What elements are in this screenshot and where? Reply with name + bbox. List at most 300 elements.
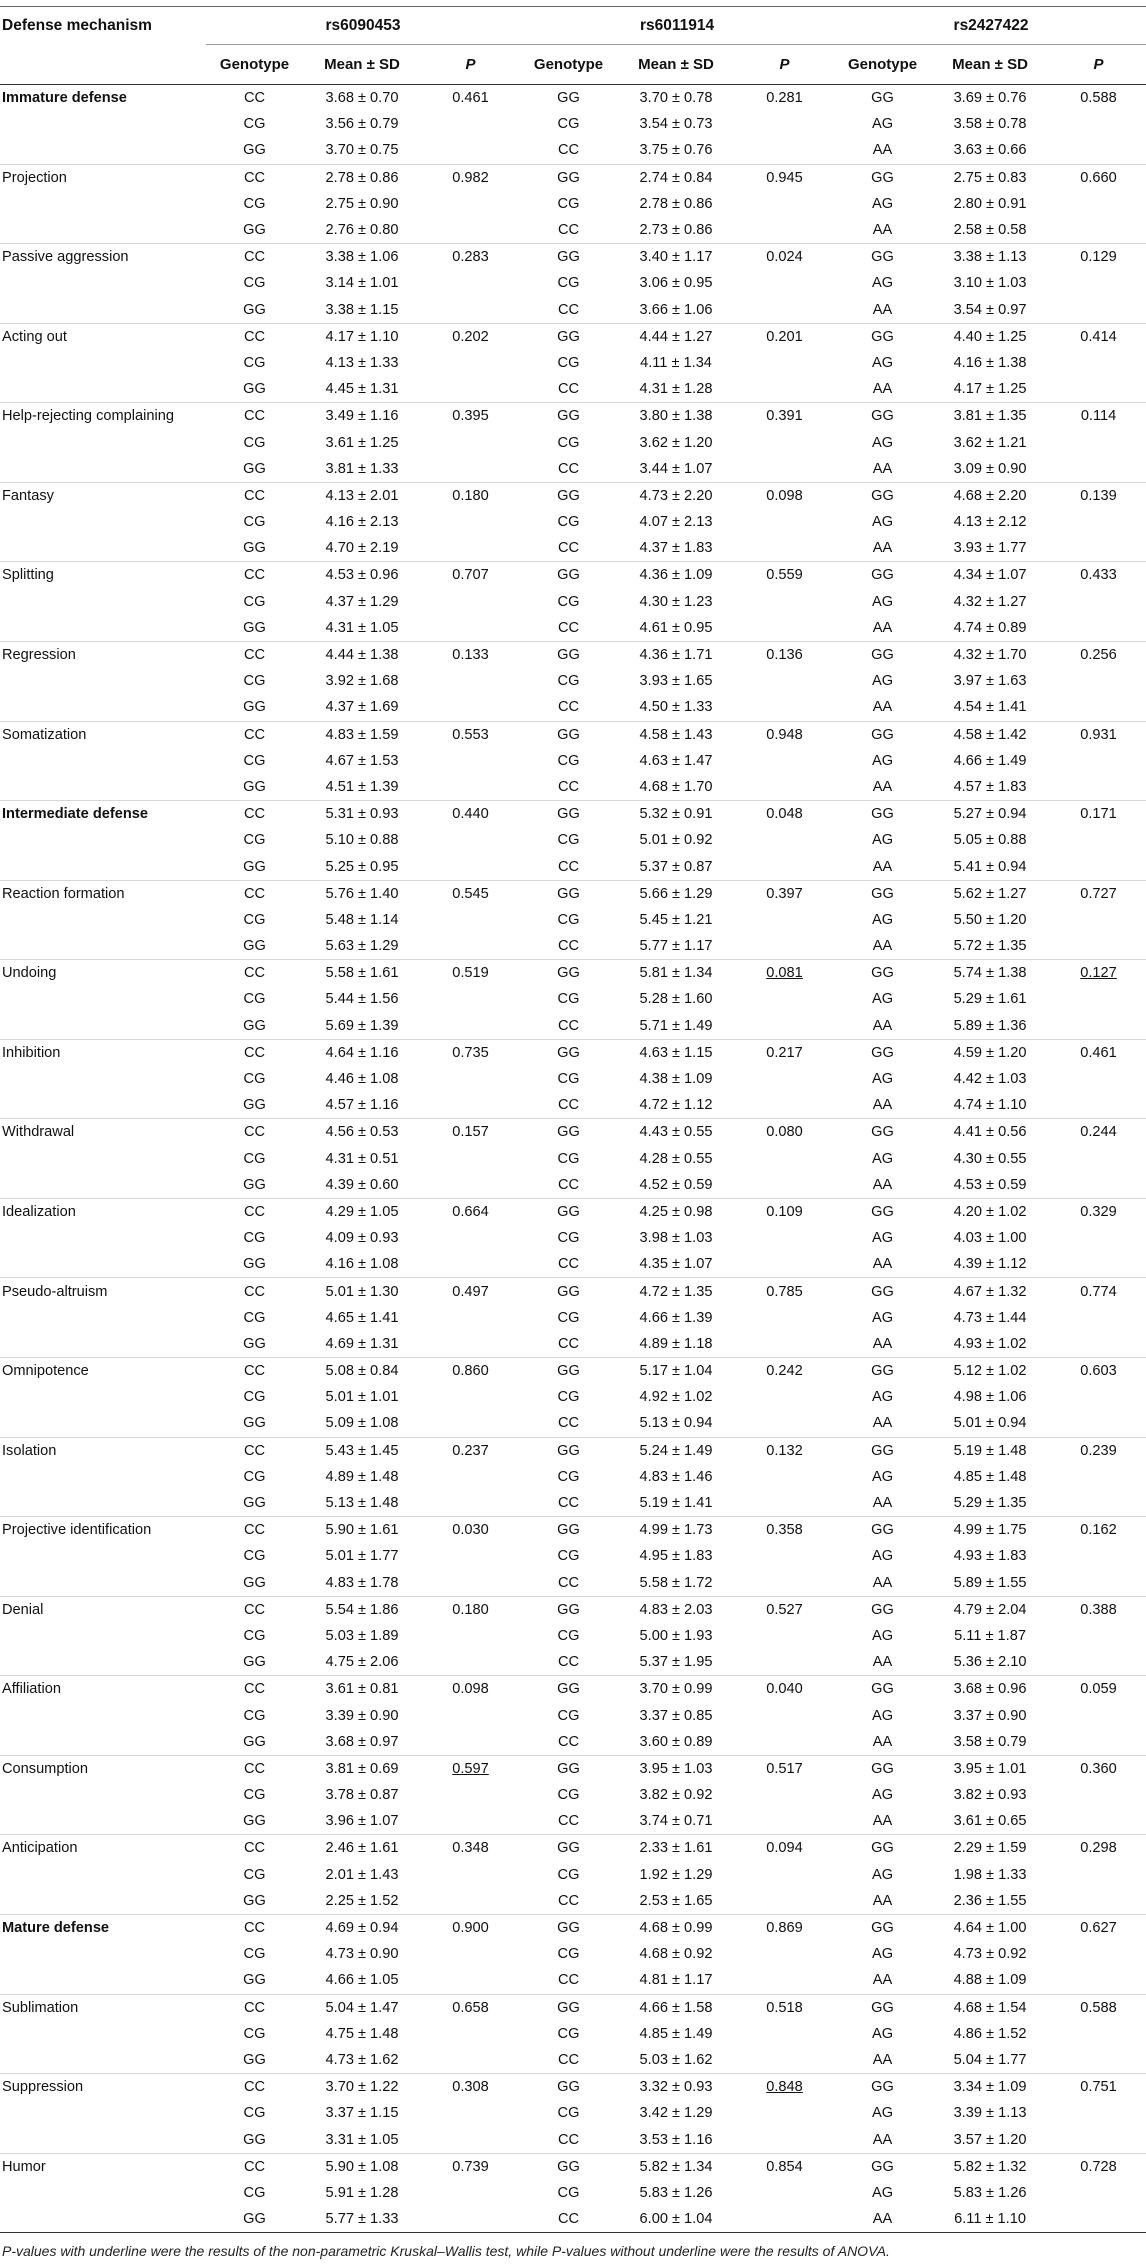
table-row bbox=[0, 2126, 1146, 2153]
mean-sd-cell: 4.37 ± 1.83 bbox=[639, 540, 713, 557]
p-value-cell bbox=[1049, 1013, 1146, 1040]
defense-mechanism-name bbox=[0, 1941, 206, 1967]
genotype-cell: CG bbox=[557, 1230, 580, 1247]
p-value-cell bbox=[1049, 668, 1146, 694]
genotype-cell: AG bbox=[871, 195, 894, 212]
mean-sd-cell: 5.01 ± 0.92 bbox=[639, 832, 713, 849]
p-value-cell bbox=[1049, 721, 1146, 748]
mean-sd-cell: 3.62 ± 1.21 bbox=[953, 434, 1027, 451]
defense-mechanism-name: Undoing bbox=[0, 960, 206, 987]
header-genotype: Genotype bbox=[219, 56, 290, 73]
genotype-cell: AA bbox=[872, 1176, 893, 1193]
p-value-cell bbox=[421, 137, 520, 164]
genotype-cell: GG bbox=[243, 2131, 266, 2148]
mean-sd-cell: 4.81 ± 1.17 bbox=[639, 1972, 713, 1989]
defense-mechanism-name bbox=[0, 1092, 206, 1119]
table-row bbox=[0, 1543, 1146, 1569]
table-row bbox=[0, 1092, 1146, 1119]
p-value-cell bbox=[735, 164, 834, 191]
p-value: 0.129 bbox=[1080, 249, 1117, 266]
p-value-cell bbox=[421, 1702, 520, 1728]
mean-sd-cell: 4.86 ± 1.52 bbox=[953, 2025, 1027, 2042]
genotype-cell: AA bbox=[872, 1972, 893, 1989]
p-value-cell bbox=[735, 111, 834, 137]
p-value-cell bbox=[1049, 1331, 1146, 1358]
defense-mechanism-name: Fantasy bbox=[0, 482, 206, 509]
defense-mechanism-name bbox=[0, 2206, 206, 2233]
p-value-cell bbox=[421, 1543, 520, 1569]
genotype-cell: GG bbox=[243, 1574, 266, 1591]
p-value: 0.559 bbox=[766, 567, 803, 584]
mean-sd-cell: 3.44 ± 1.07 bbox=[639, 460, 713, 477]
p-value-cell bbox=[421, 1782, 520, 1808]
p-value-cell bbox=[421, 2047, 520, 2074]
table-row bbox=[0, 2153, 1146, 2180]
p-value-cell bbox=[421, 986, 520, 1012]
mean-sd-cell: 4.89 ± 1.18 bbox=[639, 1335, 713, 1352]
genotype-cell: CC bbox=[206, 1358, 303, 1385]
p-value-cell bbox=[735, 960, 834, 987]
p-value-cell bbox=[735, 191, 834, 217]
genotype-cell: AG bbox=[871, 1468, 894, 1485]
p-value-cell bbox=[735, 853, 834, 880]
mean-sd-cell: 4.46 ± 1.08 bbox=[325, 1071, 399, 1088]
mean-sd-cell: 5.05 ± 0.88 bbox=[953, 832, 1027, 849]
p-value: 0.727 bbox=[1080, 885, 1117, 902]
mean-sd-cell: 4.34 ± 1.07 bbox=[931, 562, 1049, 589]
genotype-cell: AG bbox=[871, 1787, 894, 1804]
p-value-cell bbox=[735, 1039, 834, 1066]
p-value: 0.024 bbox=[766, 249, 803, 266]
p-value-cell bbox=[1049, 694, 1146, 721]
genotype-cell: GG bbox=[520, 801, 617, 828]
p-value: 0.132 bbox=[766, 1442, 803, 1459]
mean-sd-cell: 5.37 ± 1.95 bbox=[639, 1654, 713, 1671]
mean-sd-cell: 4.58 ± 1.43 bbox=[617, 721, 735, 748]
p-value-cell bbox=[735, 615, 834, 642]
p-value-cell bbox=[1049, 2153, 1146, 2180]
mean-sd-cell: 4.73 ± 0.92 bbox=[953, 1946, 1027, 1963]
genotype-cell: AA bbox=[872, 2051, 893, 2068]
table-row bbox=[0, 1517, 1146, 1544]
mean-sd-cell: 5.03 ± 1.62 bbox=[639, 2051, 713, 2068]
p-value-cell bbox=[735, 1172, 834, 1199]
defense-mechanism-name bbox=[0, 509, 206, 535]
defense-mechanism-name bbox=[0, 1570, 206, 1597]
table-row bbox=[0, 853, 1146, 880]
genotype-cell: CG bbox=[557, 752, 580, 769]
mean-sd-cell: 1.98 ± 1.33 bbox=[953, 1866, 1027, 1883]
mean-sd-cell: 1.92 ± 1.29 bbox=[639, 1866, 713, 1883]
genotype-cell: AA bbox=[872, 2131, 893, 2148]
genotype-cell: AG bbox=[871, 116, 894, 133]
genotype-cell: CC bbox=[206, 1994, 303, 2021]
defense-mechanism-name bbox=[0, 2180, 206, 2206]
p-value-cell bbox=[1049, 986, 1146, 1012]
defense-mechanism-name bbox=[0, 1543, 206, 1569]
p-value-cell bbox=[1049, 1570, 1146, 1597]
p-value-cell bbox=[421, 1570, 520, 1597]
genotype-cell: AG bbox=[871, 1707, 894, 1724]
table-row bbox=[0, 137, 1146, 164]
mean-sd-cell: 4.31 ± 1.05 bbox=[325, 619, 399, 636]
p-value-cell bbox=[735, 827, 834, 853]
mean-sd-cell: 5.01 ± 1.77 bbox=[325, 1548, 399, 1565]
genotype-cell: AA bbox=[872, 858, 893, 875]
p-value-cell bbox=[735, 668, 834, 694]
p-value-cell bbox=[1049, 907, 1146, 933]
genotype-cell: CG bbox=[557, 832, 580, 849]
defense-mechanism-name bbox=[0, 191, 206, 217]
genotype-cell: GG bbox=[243, 619, 266, 636]
defense-mechanism-name bbox=[0, 111, 206, 137]
p-value-cell bbox=[735, 456, 834, 483]
mean-sd-cell: 4.68 ± 1.54 bbox=[931, 1994, 1049, 2021]
p-value: 0.627 bbox=[1080, 1920, 1117, 1937]
table-row bbox=[0, 1305, 1146, 1331]
defense-mechanism-name bbox=[0, 853, 206, 880]
p-value-cell bbox=[735, 1092, 834, 1119]
mean-sd-cell: 3.53 ± 1.16 bbox=[639, 2131, 713, 2148]
table-row bbox=[0, 1039, 1146, 1066]
defense-mechanism-name bbox=[0, 1967, 206, 1994]
genotype-cell: GG bbox=[520, 880, 617, 907]
genotype-cell: AA bbox=[872, 1415, 893, 1432]
defense-mechanism-name bbox=[0, 1225, 206, 1251]
mean-sd-cell: 4.89 ± 1.48 bbox=[325, 1468, 399, 1485]
p-value-cell bbox=[421, 376, 520, 403]
p-value-cell bbox=[735, 1729, 834, 1756]
mean-sd-cell: 4.16 ± 2.13 bbox=[325, 514, 399, 531]
genotype-cell: CC bbox=[557, 1017, 580, 1034]
table-row bbox=[0, 376, 1146, 403]
mean-sd-cell: 4.73 ± 1.62 bbox=[325, 2051, 399, 2068]
p-value: 0.707 bbox=[452, 567, 489, 584]
genotype-cell: AG bbox=[871, 1627, 894, 1644]
p-value-cell bbox=[1049, 2074, 1146, 2101]
mean-sd-cell: 5.01 ± 1.30 bbox=[303, 1278, 421, 1305]
p-value-cell bbox=[735, 270, 834, 296]
table-row bbox=[0, 1808, 1146, 1835]
mean-sd-cell: 4.32 ± 1.70 bbox=[931, 641, 1049, 668]
mean-sd-cell: 5.01 ± 0.94 bbox=[953, 1415, 1027, 1432]
p-value-cell bbox=[421, 1464, 520, 1490]
genotype-cell: GG bbox=[520, 562, 617, 589]
genotype-cell: CG bbox=[243, 275, 266, 292]
p-value: 0.114 bbox=[1080, 408, 1117, 425]
p-value-cell bbox=[421, 297, 520, 324]
genotype-cell: GG bbox=[520, 1039, 617, 1066]
p-value-cell bbox=[1049, 429, 1146, 455]
genotype-cell: CG bbox=[243, 1309, 266, 1326]
p-value: 0.217 bbox=[766, 1044, 803, 1061]
genotype-cell: CG bbox=[243, 673, 266, 690]
mean-sd-cell: 4.42 ± 1.03 bbox=[953, 1071, 1027, 1088]
p-value-cell bbox=[1049, 1251, 1146, 1278]
mean-sd-cell: 4.38 ± 1.09 bbox=[639, 1071, 713, 1088]
mean-sd-cell: 4.73 ± 2.20 bbox=[617, 482, 735, 509]
p-value: 0.869 bbox=[766, 1920, 803, 1937]
genotype-cell: AA bbox=[872, 540, 893, 557]
mean-sd-cell: 5.17 ± 1.04 bbox=[617, 1358, 735, 1385]
p-value-cell bbox=[1049, 403, 1146, 430]
p-value: 0.081 bbox=[766, 965, 803, 982]
genotype-cell: CC bbox=[557, 540, 580, 557]
genotype-cell: CG bbox=[557, 1468, 580, 1485]
genotype-cell: CC bbox=[206, 1437, 303, 1464]
genotype-cell: GG bbox=[243, 1097, 266, 1114]
header-row-subcolumns bbox=[0, 45, 1146, 85]
p-value-cell bbox=[421, 774, 520, 801]
header-defense-mechanism: Defense mechanism bbox=[2, 16, 152, 34]
p-value: 0.059 bbox=[1080, 1681, 1117, 1698]
table-row bbox=[0, 1702, 1146, 1728]
mean-sd-cell: 5.54 ± 1.86 bbox=[303, 1596, 421, 1623]
table-row bbox=[0, 429, 1146, 455]
genotype-cell: AA bbox=[834, 2206, 931, 2233]
table-row bbox=[0, 880, 1146, 907]
p-value-cell bbox=[735, 1888, 834, 1915]
mean-sd-cell: 4.29 ± 1.05 bbox=[303, 1198, 421, 1225]
p-value-cell bbox=[735, 774, 834, 801]
p-value: 0.239 bbox=[1080, 1442, 1117, 1459]
p-value-cell bbox=[421, 217, 520, 244]
mean-sd-cell: 5.28 ± 1.60 bbox=[639, 991, 713, 1008]
mean-sd-cell: 3.81 ± 1.35 bbox=[931, 403, 1049, 430]
p-value-cell bbox=[735, 1702, 834, 1728]
mean-sd-cell: 3.54 ± 0.97 bbox=[953, 301, 1027, 318]
genotype-cell: CG bbox=[557, 275, 580, 292]
mean-sd-cell: 5.36 ± 2.10 bbox=[953, 1654, 1027, 1671]
table-row bbox=[0, 270, 1146, 296]
p-value-cell bbox=[1049, 2180, 1146, 2206]
mean-sd-cell: 6.11 ± 1.10 bbox=[931, 2206, 1049, 2233]
table-row bbox=[0, 191, 1146, 217]
p-value-cell bbox=[735, 1119, 834, 1146]
mean-sd-cell: 5.69 ± 1.39 bbox=[325, 1017, 399, 1034]
header-p-value: P bbox=[779, 56, 790, 73]
genotype-cell: CG bbox=[557, 911, 580, 928]
genotype-cell: GG bbox=[243, 1972, 266, 1989]
mean-sd-cell: 4.13 ± 1.33 bbox=[325, 354, 399, 371]
p-value-cell bbox=[735, 2206, 834, 2233]
genotype-cell: AG bbox=[871, 434, 894, 451]
mean-sd-cell: 4.64 ± 1.00 bbox=[931, 1914, 1049, 1941]
genotype-cell: GG bbox=[243, 778, 266, 795]
table-row bbox=[0, 1278, 1146, 1305]
mean-sd-cell: 4.61 ± 0.95 bbox=[639, 619, 713, 636]
mean-sd-cell: 3.74 ± 0.71 bbox=[639, 1813, 713, 1830]
p-value: 0.518 bbox=[766, 1999, 803, 2016]
mean-sd-cell: 5.10 ± 0.88 bbox=[325, 832, 399, 849]
p-value-cell bbox=[421, 2074, 520, 2101]
table-row bbox=[0, 164, 1146, 191]
mean-sd-cell: 2.76 ± 0.80 bbox=[325, 222, 399, 239]
p-value: 0.945 bbox=[766, 169, 803, 186]
p-value-cell bbox=[421, 1066, 520, 1092]
genotype-cell: GG bbox=[834, 1676, 931, 1703]
p-value-cell bbox=[1049, 191, 1146, 217]
p-value-cell bbox=[735, 1331, 834, 1358]
genotype-cell: GG bbox=[243, 1654, 266, 1671]
p-value-cell bbox=[1049, 615, 1146, 642]
p-value-cell bbox=[1049, 960, 1146, 987]
mean-sd-cell: 3.95 ± 1.01 bbox=[931, 1755, 1049, 1782]
p-value-cell bbox=[735, 1358, 834, 1385]
mean-sd-cell: 5.77 ± 1.33 bbox=[303, 2206, 421, 2233]
genotype-cell: GG bbox=[520, 2153, 617, 2180]
genotype-cell: AA bbox=[872, 1813, 893, 1830]
mean-sd-cell: 3.70 ± 1.22 bbox=[303, 2074, 421, 2101]
mean-sd-cell: 3.42 ± 1.29 bbox=[639, 2105, 713, 2122]
mean-sd-cell: 4.66 ± 1.39 bbox=[639, 1309, 713, 1326]
defense-mechanism-name: Anticipation bbox=[0, 1835, 206, 1862]
genotype-cell: GG bbox=[243, 222, 266, 239]
defense-mechanism-name bbox=[0, 694, 206, 721]
genotype-cell: GG bbox=[834, 721, 931, 748]
p-value-cell bbox=[421, 721, 520, 748]
genotype-cell: GG bbox=[243, 301, 266, 318]
p-value: 0.157 bbox=[452, 1124, 489, 1141]
genotype-cell: AG bbox=[871, 2105, 894, 2122]
p-value: 0.202 bbox=[452, 328, 489, 345]
genotype-cell: AA bbox=[872, 1495, 893, 1512]
genotype-cell: CC bbox=[206, 1278, 303, 1305]
genotype-cell: CC bbox=[557, 2131, 580, 2148]
p-value-cell bbox=[421, 1039, 520, 1066]
p-value-cell bbox=[421, 1862, 520, 1888]
p-value-cell bbox=[735, 1941, 834, 1967]
defense-mechanism-name bbox=[0, 668, 206, 694]
genotype-cell: CG bbox=[243, 2105, 266, 2122]
genotype-cell: CC bbox=[557, 1813, 580, 1830]
mean-sd-cell: 3.38 ± 1.06 bbox=[303, 244, 421, 271]
genotype-cell: CG bbox=[243, 434, 266, 451]
defense-mechanism-name bbox=[0, 774, 206, 801]
defense-mechanism-name: Withdrawal bbox=[0, 1119, 206, 1146]
p-value-cell bbox=[1049, 880, 1146, 907]
genotype-cell: GG bbox=[834, 1835, 931, 1862]
genotype-cell: CC bbox=[557, 460, 580, 477]
genotype-cell: CC bbox=[206, 641, 303, 668]
genotype-cell: CC bbox=[557, 938, 580, 955]
p-value-cell bbox=[735, 85, 834, 112]
defense-mechanism-name bbox=[0, 1808, 206, 1835]
genotype-cell: CG bbox=[557, 1071, 580, 1088]
genotype-cell: CC bbox=[557, 1256, 580, 1273]
p-value: 0.283 bbox=[452, 249, 489, 266]
mean-sd-cell: 6.00 ± 1.04 bbox=[617, 2206, 735, 2233]
genotype-cell: GG bbox=[834, 403, 931, 430]
p-value-cell bbox=[735, 1914, 834, 1941]
mean-sd-cell: 4.54 ± 1.41 bbox=[953, 699, 1027, 716]
p-value-cell bbox=[735, 1782, 834, 1808]
mean-sd-cell: 2.75 ± 0.83 bbox=[931, 164, 1049, 191]
mean-sd-cell: 3.09 ± 0.90 bbox=[953, 460, 1027, 477]
p-value-cell bbox=[421, 2021, 520, 2047]
p-value-cell bbox=[735, 1305, 834, 1331]
p-value: 0.854 bbox=[766, 2158, 803, 2175]
table-row bbox=[0, 1782, 1146, 1808]
p-value-cell bbox=[421, 1755, 520, 1782]
table-row bbox=[0, 1146, 1146, 1172]
p-value-cell bbox=[735, 403, 834, 430]
p-value: 0.461 bbox=[1080, 1044, 1117, 1061]
p-value: 0.139 bbox=[1080, 487, 1117, 504]
p-value-cell bbox=[735, 1543, 834, 1569]
genotype-cell: CC bbox=[206, 2074, 303, 2101]
defense-mechanism-name bbox=[0, 217, 206, 244]
mean-sd-cell: 5.41 ± 0.94 bbox=[953, 858, 1027, 875]
genotype-cell: GG bbox=[243, 1733, 266, 1750]
defense-mechanism-name bbox=[0, 1384, 206, 1410]
genotype-cell: AA bbox=[872, 1097, 893, 1114]
p-value-cell bbox=[421, 403, 520, 430]
p-value-cell bbox=[421, 1808, 520, 1835]
genotype-cell: GG bbox=[520, 641, 617, 668]
mean-sd-cell: 4.09 ± 0.93 bbox=[325, 1230, 399, 1247]
p-value-cell bbox=[421, 827, 520, 853]
p-value-cell bbox=[1049, 323, 1146, 350]
mean-sd-cell: 5.50 ± 1.20 bbox=[953, 911, 1027, 928]
defense-mechanism-name: Splitting bbox=[0, 562, 206, 589]
header-blank bbox=[0, 45, 206, 85]
table-row bbox=[0, 1331, 1146, 1358]
p-value-cell bbox=[735, 880, 834, 907]
genotype-cell: CC bbox=[557, 1892, 580, 1909]
genotype-cell: CG bbox=[243, 514, 266, 531]
p-value-cell bbox=[421, 1146, 520, 1172]
genotype-cell: GG bbox=[520, 1358, 617, 1385]
p-value-cell bbox=[421, 641, 520, 668]
genotype-cell: AG bbox=[871, 354, 894, 371]
mean-sd-cell: 4.57 ± 1.83 bbox=[953, 778, 1027, 795]
genotype-cell: CG bbox=[243, 1071, 266, 1088]
p-value: 0.519 bbox=[452, 965, 489, 982]
p-value-cell bbox=[735, 244, 834, 271]
defense-mechanism-table bbox=[0, 6, 1146, 2233]
genotype-cell: GG bbox=[557, 90, 580, 107]
genotype-cell: GG bbox=[243, 1495, 266, 1512]
p-value-cell bbox=[735, 1198, 834, 1225]
defense-mechanism-name bbox=[0, 429, 206, 455]
p-value: 0.553 bbox=[452, 726, 489, 743]
mean-sd-cell: 5.00 ± 1.93 bbox=[639, 1627, 713, 1644]
genotype-cell: AG bbox=[871, 1309, 894, 1326]
mean-sd-cell: 3.98 ± 1.03 bbox=[639, 1230, 713, 1247]
genotype-cell: GG bbox=[871, 90, 894, 107]
table-row bbox=[0, 456, 1146, 483]
p-value-cell bbox=[735, 1251, 834, 1278]
mean-sd-cell: 4.73 ± 0.90 bbox=[325, 1946, 399, 1963]
p-value-cell bbox=[735, 907, 834, 933]
p-value-cell bbox=[1049, 1517, 1146, 1544]
p-value-cell bbox=[735, 1464, 834, 1490]
mean-sd-cell: 4.53 ± 0.96 bbox=[303, 562, 421, 589]
genotype-cell: CC bbox=[206, 244, 303, 271]
p-value-cell bbox=[1049, 1596, 1146, 1623]
genotype-cell: GG bbox=[520, 1994, 617, 2021]
genotype-cell: GG bbox=[834, 1198, 931, 1225]
p-value-cell bbox=[735, 2100, 834, 2126]
table-row bbox=[0, 1437, 1146, 1464]
mean-sd-cell: 3.82 ± 0.93 bbox=[953, 1787, 1027, 1804]
genotype-cell: CC bbox=[206, 482, 303, 509]
genotype-cell: GG bbox=[520, 1676, 617, 1703]
table-row bbox=[0, 2021, 1146, 2047]
genotype-cell: AG bbox=[871, 1548, 894, 1565]
mean-sd-cell: 3.68 ± 0.70 bbox=[325, 90, 399, 107]
